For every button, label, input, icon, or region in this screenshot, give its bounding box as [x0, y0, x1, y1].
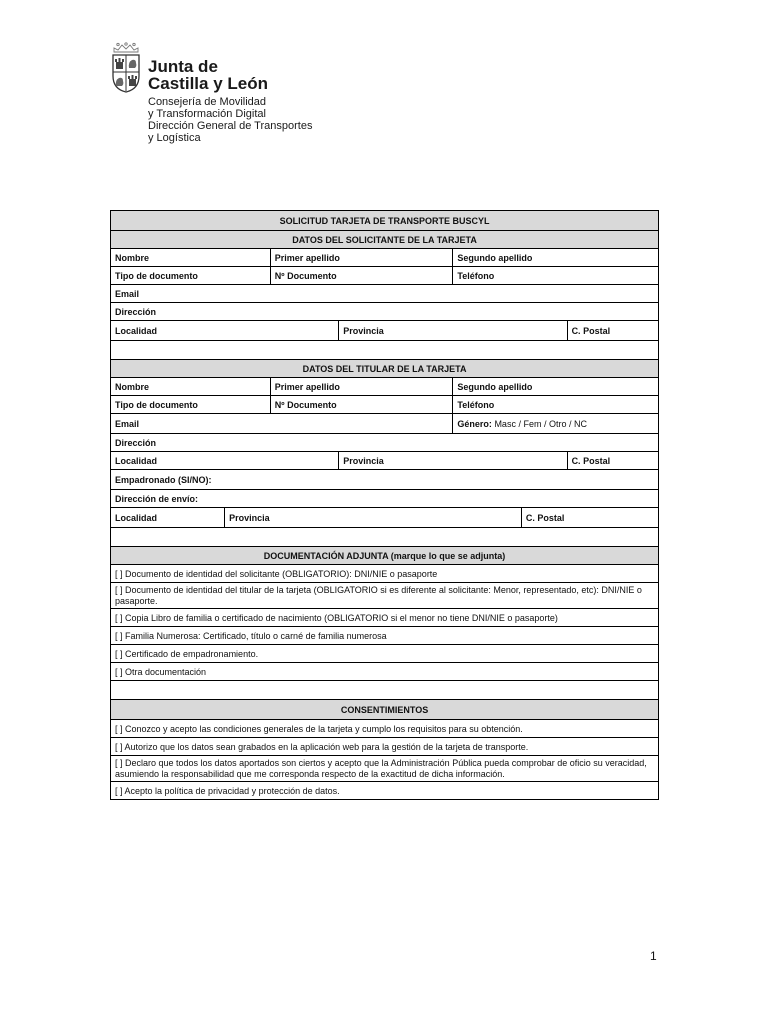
holder-nombre-field[interactable]: Nombre	[111, 378, 271, 396]
section-header-row	[111, 700, 659, 720]
holder-genero-label: Género:	[457, 418, 492, 429]
holder-telefono-field[interactable]: Teléfono	[453, 396, 659, 414]
list-item	[111, 663, 659, 681]
holder-genero-field[interactable]	[453, 414, 659, 434]
applicant-tipo-documento-field[interactable]: Tipo de documento	[111, 267, 271, 285]
doc-checkbox-item[interactable]: [ ] Otra documentación	[111, 663, 659, 681]
list-item	[111, 627, 659, 645]
table-row	[111, 285, 659, 303]
coat-of-arms-icon	[110, 42, 142, 94]
doc-checkbox-item[interactable]: [ ] Documento de identidad del solicitante (OBLIGATORIO): DNI/NIE o pasaporte	[111, 565, 659, 583]
consents-section-title: CONSENTIMIENTOS	[111, 700, 659, 720]
table-row	[111, 249, 659, 267]
applicant-c-postal-field[interactable]: C. Postal	[567, 321, 659, 341]
directorate-name	[148, 121, 378, 144]
holder-provincia-field[interactable]: Provincia	[339, 452, 567, 470]
application-form	[110, 210, 659, 800]
list-item	[111, 583, 659, 609]
doc-checkbox-item[interactable]: [ ] Copia Libro de familia o certificado de nacimiento (OBLIGATORIO si el menor no tiene DNI/NIE o pasaporte)	[111, 609, 659, 627]
empty-cell	[111, 528, 659, 547]
table-row	[111, 490, 659, 508]
table-row	[111, 378, 659, 396]
form-title: SOLICITUD TARJETA DE TRANSPORTE BUSCYL	[111, 211, 659, 231]
holder-section-title: DATOS DEL TITULAR DE LA TARJETA	[111, 360, 659, 378]
org-name-line2: Castilla y León	[148, 74, 268, 93]
form-title-row	[111, 211, 659, 231]
envio-provincia-field[interactable]: Provincia	[225, 508, 522, 528]
section-header-row	[111, 547, 659, 565]
table-row	[111, 396, 659, 414]
spacer-row	[111, 341, 659, 360]
applicant-primer-apellido-field[interactable]: Primer apellido	[270, 249, 453, 267]
department-line2: y Transformación Digital	[148, 107, 266, 120]
table-row	[111, 303, 659, 321]
org-name-line1: Junta de	[148, 57, 218, 76]
table-row	[111, 267, 659, 285]
applicant-provincia-field[interactable]: Provincia	[339, 321, 567, 341]
applicant-email-field[interactable]: Email	[111, 285, 659, 303]
holder-localidad-field[interactable]: Localidad	[111, 452, 339, 470]
documentation-section-title: DOCUMENTACIÓN ADJUNTA (marque lo que se adjunta)	[111, 547, 659, 565]
applicant-segundo-apellido-field[interactable]: Segundo apellido	[453, 249, 659, 267]
holder-segundo-apellido-field[interactable]: Segundo apellido	[453, 378, 659, 396]
applicant-n-documento-field[interactable]: Nº Documento	[270, 267, 453, 285]
holder-direccion-field[interactable]: Dirección	[111, 434, 659, 452]
table-row	[111, 434, 659, 452]
table-row	[111, 452, 659, 470]
section-header-row	[111, 231, 659, 249]
consent-checkbox-item[interactable]: [ ] Autorizo que los datos sean grabados en la aplicación web para la gestión de la tarjeta de transporte.	[111, 738, 659, 756]
applicant-telefono-field[interactable]: Teléfono	[453, 267, 659, 285]
department-name	[148, 97, 378, 120]
list-item	[111, 609, 659, 627]
department-line1: Consejería de Movilidad	[148, 96, 267, 108]
directorate-line1: Dirección General de Transportes	[148, 120, 313, 132]
table-row	[111, 414, 659, 434]
list-item	[111, 720, 659, 738]
list-item	[111, 738, 659, 756]
spacer-row	[111, 528, 659, 547]
table-row	[111, 508, 659, 528]
applicant-direccion-field[interactable]: Dirección	[111, 303, 659, 321]
empty-cell	[111, 681, 659, 700]
applicant-localidad-field[interactable]: Localidad	[111, 321, 339, 341]
holder-n-documento-field[interactable]: Nº Documento	[270, 396, 453, 414]
holder-genero-options: Masc / Fem / Otro / NC	[491, 418, 587, 429]
consent-checkbox-item[interactable]: [ ] Conozco y acepto las condiciones generales de la tarjeta y cumplo los requisitos para su obtención.	[111, 720, 659, 738]
list-item	[111, 782, 659, 800]
envio-c-postal-field[interactable]: C. Postal	[521, 508, 658, 528]
table-row	[111, 321, 659, 341]
holder-direccion-envio-field[interactable]: Dirección de envío:	[111, 490, 659, 508]
spacer-row	[111, 681, 659, 700]
holder-email-field[interactable]: Email	[111, 414, 453, 434]
consent-checkbox-item[interactable]: [ ] Declaro que todos los datos aportados son ciertos y acepto que la Administración Pública pueda comprobar de oficio su veracidad, asumiendo la responsabilidad que me corresponda respecto de la exactitud de dicha información.	[111, 756, 659, 782]
directorate-line2: y Logística	[148, 131, 201, 144]
doc-checkbox-item[interactable]: [ ] Familia Numerosa: Certificado, título o carné de familia numerosa	[111, 627, 659, 645]
consent-checkbox-item[interactable]: [ ] Acepto la política de privacidad y protección de datos.	[111, 782, 659, 800]
empty-cell	[111, 341, 659, 360]
list-item	[111, 756, 659, 782]
list-item	[111, 565, 659, 583]
holder-c-postal-field[interactable]: C. Postal	[567, 452, 659, 470]
applicant-nombre-field[interactable]: Nombre	[111, 249, 271, 267]
page-number: 1	[650, 949, 657, 963]
doc-checkbox-item[interactable]: [ ] Certificado de empadronamiento.	[111, 645, 659, 663]
holder-empadronado-field[interactable]: Empadronado (SI/NO):	[111, 470, 659, 490]
holder-primer-apellido-field[interactable]: Primer apellido	[270, 378, 453, 396]
table-row	[111, 470, 659, 490]
list-item	[111, 645, 659, 663]
org-name	[148, 58, 378, 92]
section-header-row	[111, 360, 659, 378]
doc-checkbox-item[interactable]: [ ] Documento de identidad del titular de la tarjeta (OBLIGATORIO si es diferente al solicitante: Menor, representado, etc): DNI/NIE o pasaporte.	[111, 583, 659, 609]
applicant-section-title: DATOS DEL SOLICITANTE DE LA TARJETA	[111, 231, 659, 249]
holder-tipo-documento-field[interactable]: Tipo de documento	[111, 396, 271, 414]
envio-localidad-field[interactable]: Localidad	[111, 508, 225, 528]
